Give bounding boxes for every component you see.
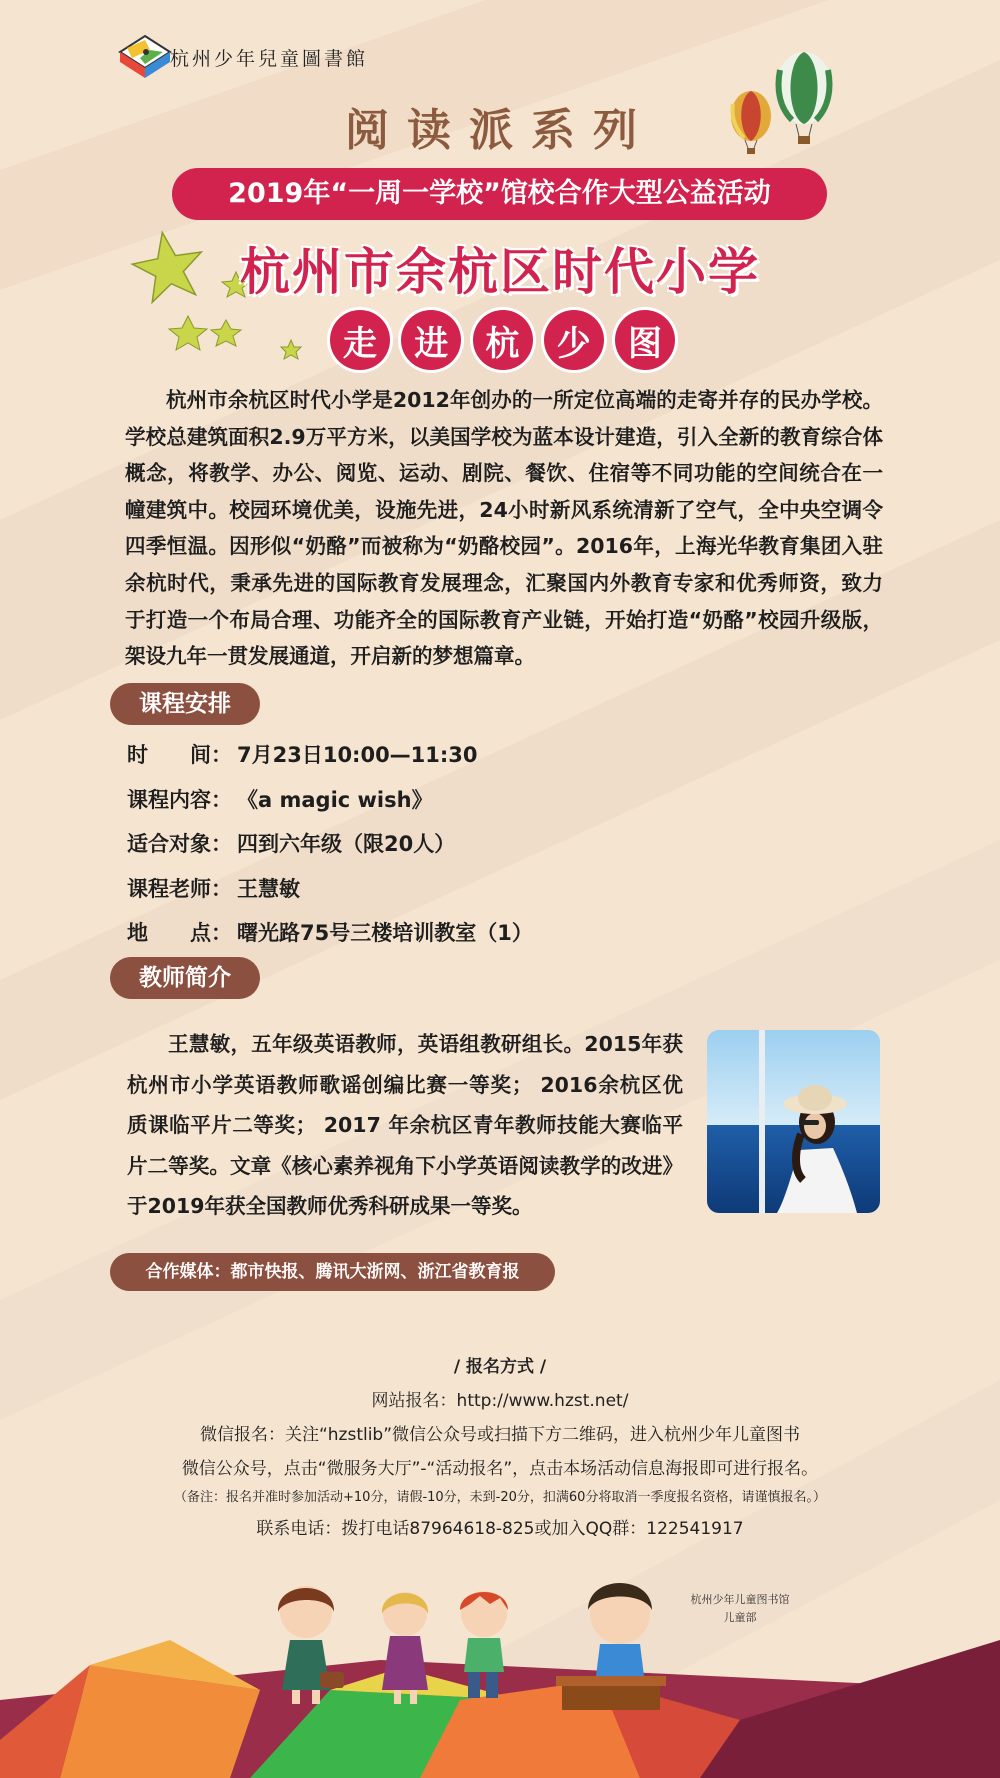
signup-title: / 报名方式 / xyxy=(453,1357,547,1377)
course-heading: 课程安排 xyxy=(110,683,260,725)
course-value: 7月23日10:00—11:30 xyxy=(237,743,478,767)
signup-wechat-line1: 微信报名：关注“hzstlib”微信公众号或扫描下方二维码，进入杭州少年儿童图书 xyxy=(199,1425,801,1445)
course-label: 课程老师： xyxy=(127,876,232,901)
signup-contact: 联系电话：拨打电话87964618-825或加入QQ群：122541917 xyxy=(256,1519,744,1539)
teacher-heading: 教师简介 xyxy=(110,957,260,999)
course-value: 四到六年级（限20人） xyxy=(237,832,456,856)
teacher-photo xyxy=(707,1030,880,1213)
course-row-teacher xyxy=(127,867,533,912)
series-title: 阅读派系列 xyxy=(345,105,655,156)
library-logo-icon xyxy=(120,36,170,78)
course-details xyxy=(127,733,533,956)
school-title: 杭州市余杭区时代小学 xyxy=(240,243,760,301)
slogan-circles xyxy=(330,310,675,372)
course-row-time xyxy=(127,733,533,778)
slogan-char: 图 xyxy=(615,310,675,370)
course-value: 曙光路75号三楼培训教室（1） xyxy=(237,921,533,945)
child-illustration xyxy=(278,1586,344,1704)
event-banner: 2019年“一周一学校”馆校合作大型公益活动 xyxy=(172,168,827,220)
department-name: 杭州少年儿童图书馆 xyxy=(690,1593,790,1606)
slogan-char: 走 xyxy=(330,310,390,370)
course-row-content xyxy=(127,778,533,823)
signup-note: （备注：报名并准时参加活动+10分，请假-10分，未到-20分，扣满60分将取消一季度报名资格，请谨慎报名。） xyxy=(174,1490,826,1505)
course-value: 《a magic wish》 xyxy=(237,787,433,812)
signup-wechat-line2: 微信公众号，点击“微服务大厅”-“活动报名”，点击本场活动信息海报即可进行报名。 xyxy=(181,1459,819,1479)
school-intro: 杭州市余杭区时代小学是2012年创办的一所定位高端的走寄并存的民办学校。学校总建筑面积2.9万平方米，以美国学校为蓝本设计建造，引入全新的教育综合体概念，将教学、办公、阅览、运动、剧院、餐饮、住宿等不同功能的空间统合在一幢建筑中。校园环境优美，设施先进，24小时新风系统清新了空气，全中央空调令四季恒温。因形似“奶酪”而被称为“奶酪校园”。2016年，上海光华教育集团入驻余杭时代，秉承先进的国际教育发展理念，汇聚国内外教育专家和优秀师资，致力于打造一个布局合理、功能齐全的国际教育产业链，开始打造“奶酪”校园升级版，架设九年一贯发展通道，开启新的梦想篇章。 xyxy=(125,388,883,669)
course-label: 适合对象： xyxy=(127,832,232,856)
child-illustration xyxy=(382,1592,428,1704)
slogan-char: 进 xyxy=(401,310,461,370)
course-value: 王慧敏 xyxy=(237,876,300,901)
media-partners: 合作媒体：都市快报、腾讯大浙网、浙江省教育报 xyxy=(110,1253,555,1291)
course-label: 时 间： xyxy=(127,743,232,767)
course-label: 课程内容： xyxy=(127,787,232,812)
department-unit: 儿童部 xyxy=(723,1611,757,1624)
library-logo-text: 杭州少年兒童圖書館 xyxy=(170,48,369,70)
course-row-audience xyxy=(127,822,533,867)
course-row-location xyxy=(127,911,533,956)
teacher-bio: 王慧敏，五年级英语教师，英语组教研组长。2015年获杭州市小学英语教师歌谣创编比赛一等奖； 2016余杭区优质课临平片二等奖； 2017 年余杭区青年教师技能大赛临平片二等奖。文章《核心素养视角下小学英语阅读教学的改进》于2019年获全国教师优秀科研成果一等奖。 xyxy=(127,1032,683,1218)
slogan-char: 少 xyxy=(544,310,604,370)
signup-website: 网站报名：http://www.hzst.net/ xyxy=(371,1391,629,1411)
course-label: 地 点： xyxy=(127,921,232,945)
slogan-char: 杭 xyxy=(473,310,533,370)
